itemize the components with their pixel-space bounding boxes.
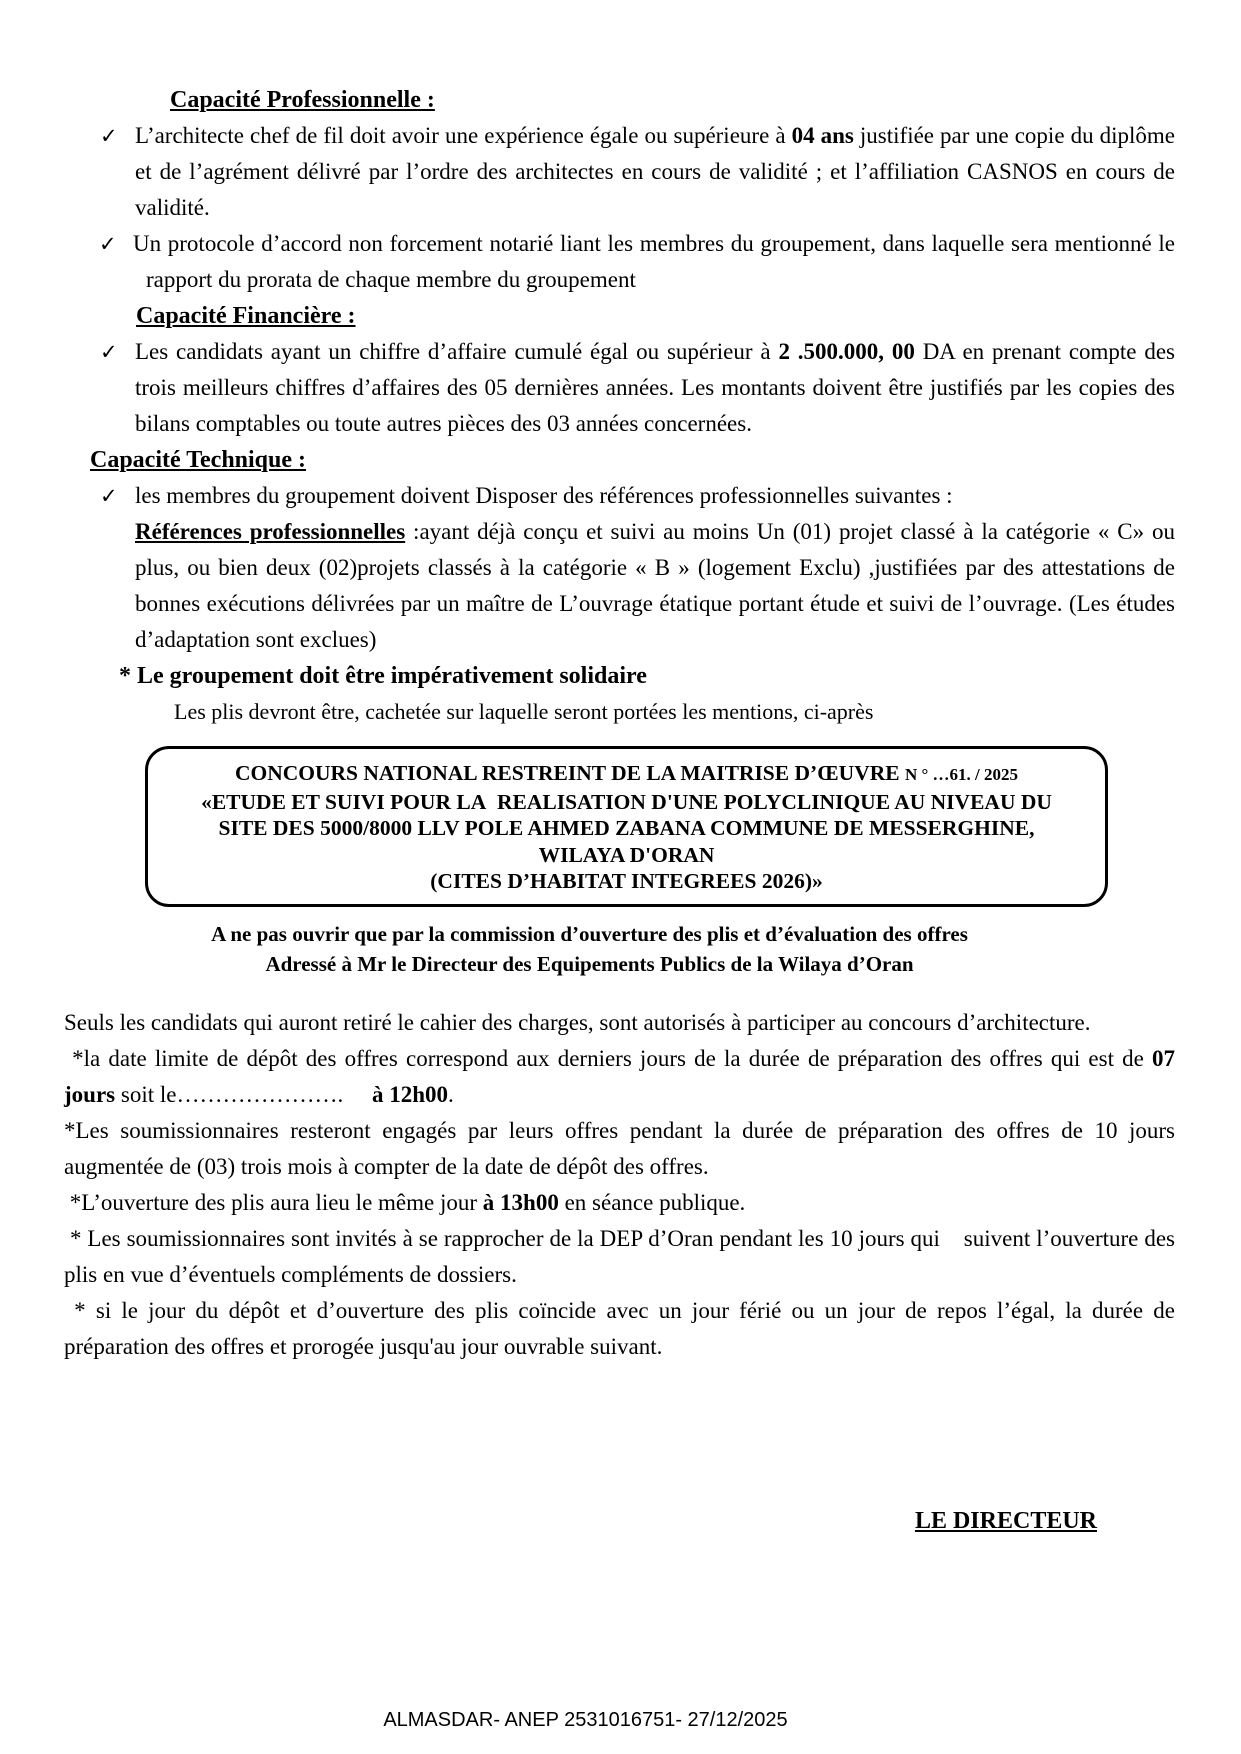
p2-text-3: . <box>448 1081 454 1107</box>
box-title-main: CONCOURS NATIONAL RESTREINT DE LA MAITRISE D’ŒUVRE <box>234 761 905 785</box>
p2-text-1: *la date limite de dépôt des offres correspond aux derniers jours de la durée de préparation des offres qui est de <box>64 1045 1152 1071</box>
heading-capacite-technique: Capacité Technique : <box>90 447 307 473</box>
paragraph-jour-ferie: * si le jour du dépôt et d’ouverture des plis coïncide avec un jour férié ou un jour de repos l’égal, la durée de préparation des offres et prorogée jusqu'au jour ouvrable suivant. <box>64 1297 1175 1359</box>
paragraph-date-limite <box>64 1041 1175 1113</box>
checkmark-icon: ✓ <box>100 484 118 508</box>
p2-text-2: soit le…………………. <box>115 1081 372 1107</box>
checkmark-icon: ✓ <box>100 340 118 364</box>
box-line-2: «ETUDE ET SUIVI POUR LA REALISATION D'UNE POLYCLINIQUE AU NIVEAU DU <box>201 789 1052 814</box>
heading-capacite-financiere: Capacité Financière : <box>136 303 356 329</box>
conditions-paragraphs <box>64 1005 1175 1365</box>
bullet-architecte-text-1: L’architecte chef de fil doit avoir une expérience égale ou supérieure à <box>135 123 792 148</box>
checkmark-icon: ✓ <box>99 232 117 256</box>
paragraph-dep-oran: * Les soumissionnaires sont invités à se rapprocher de la DEP d’Oran pendant les 10 jours qui suivent l’ouverture des plis en vue d’éventuels compléments de dossiers. <box>64 1225 1175 1287</box>
p4-text-2: en séance publique. <box>558 1189 746 1215</box>
warning-addressed-to: Adressé à Mr le Directeur des Equipements Publics de la Wilaya d’Oran <box>265 951 914 976</box>
box-title-line <box>152 760 1101 789</box>
box-line-4: WILAYA D'ORAN <box>538 842 715 867</box>
warning-do-not-open: A ne pas ouvrir que par la commission d’ouverture des plis et d’évaluation des offres <box>211 921 968 946</box>
p4-bold-13h00: à 13h00 <box>482 1189 559 1215</box>
heading-capacite-professionnelle: Capacité Professionnelle : <box>170 87 435 113</box>
box-line-3: SITE DES 5000/8000 LLV POLE AHMED ZABANA COMMUNE DE MESSERGHINE, <box>218 816 1035 840</box>
p4-text-1: *L’ouverture des plis aura lieu le même jour <box>64 1189 483 1215</box>
paragraph-engagement-offres: *Les soumissionnaires resteront engagés par leurs offres pendant la durée de préparation des offres de 10 jours augmentée de (03) trois mois à compter de la date de dépôt des offres. <box>64 1117 1175 1179</box>
bullet-finance-bold: 2 .500.000, 00 <box>778 339 915 364</box>
note-plis-mentions: Les plis devront être, cachetée sur laquelle seront portées les mentions, ci-après <box>174 699 874 724</box>
bullet-architecte-text-2: justifiée par une copie du diplôme et de l’agrément délivré par l’ordre des architectes en cours de validité ; et l’affiliation CASNOS en cours de validité. <box>135 123 1175 220</box>
signature-le-directeur: LE DIRECTEUR <box>914 1507 1097 1534</box>
bullet-protocole <box>64 226 1175 298</box>
note-groupement-solidaire: * Le groupement doit être impérativement solidaire <box>119 663 647 689</box>
box-title-number: N ° …61. / 2025 <box>904 765 1019 784</box>
bullet-finance-text-2: DA en prenant compte des trois meilleurs chiffres d’affaires des 05 dernières années. Les montants doivent être justifiés par les copies des bilans comptables ou toute autres pièces des 03 années concernées. <box>135 339 1176 436</box>
bullet-finance-text-1: Les candidats ayant un chiffre d’affaire cumulé égal ou supérieur à <box>135 339 779 364</box>
p2-bold-07-jours: 07 jours <box>64 1045 1175 1107</box>
bullet-architecte <box>64 118 1175 226</box>
references-body: :ayant déjà conçu et suivi au moins Un (01) projet classé à la catégorie « C» ou plus, ou bien deux (02)projets classés à la catégorie « B » (logement Exclu) ,justifiées par des attestations de bonnes exécutions délivrées par un maître de L’ouvrage étatique portant étude et suivi de l’ouvrage. (Les études d’adaptation sont exclues) <box>135 519 1175 652</box>
bullet-architecte-bold: 04 ans <box>791 123 854 148</box>
references-lead: Références professionnelles <box>135 519 406 544</box>
paragraph-cahier-des-charges: Seuls les candidats qui auront retiré le cahier des charges, sont autorisés à participer au concours d’architecture. <box>64 1009 1091 1035</box>
box-line-5: (CITES D’HABITAT INTEGREES 2026)» <box>430 869 823 893</box>
checkmark-icon: ✓ <box>100 124 118 148</box>
envelope-mention-box <box>145 746 1108 907</box>
bullet-membres <box>64 478 1175 514</box>
bullet-membres-text: les membres du groupement doivent Disposer des références professionnelles suivantes : <box>135 483 953 508</box>
bullet-finance <box>64 334 1175 442</box>
footer-anep-reference: ALMASDAR- ANEP 2531016751- 27/12/2025 <box>383 1709 788 1731</box>
paragraph-references <box>135 514 1175 658</box>
paragraph-ouverture-plis <box>64 1185 1175 1221</box>
bullet-protocole-text: Un protocole d’accord non forcement notarié liant les membres du groupement, dans laquelle sera mentionné le rapport du prorata de chaque membre du groupement <box>133 231 1175 292</box>
p2-bold-12h00: à 12h00 <box>371 1081 449 1107</box>
